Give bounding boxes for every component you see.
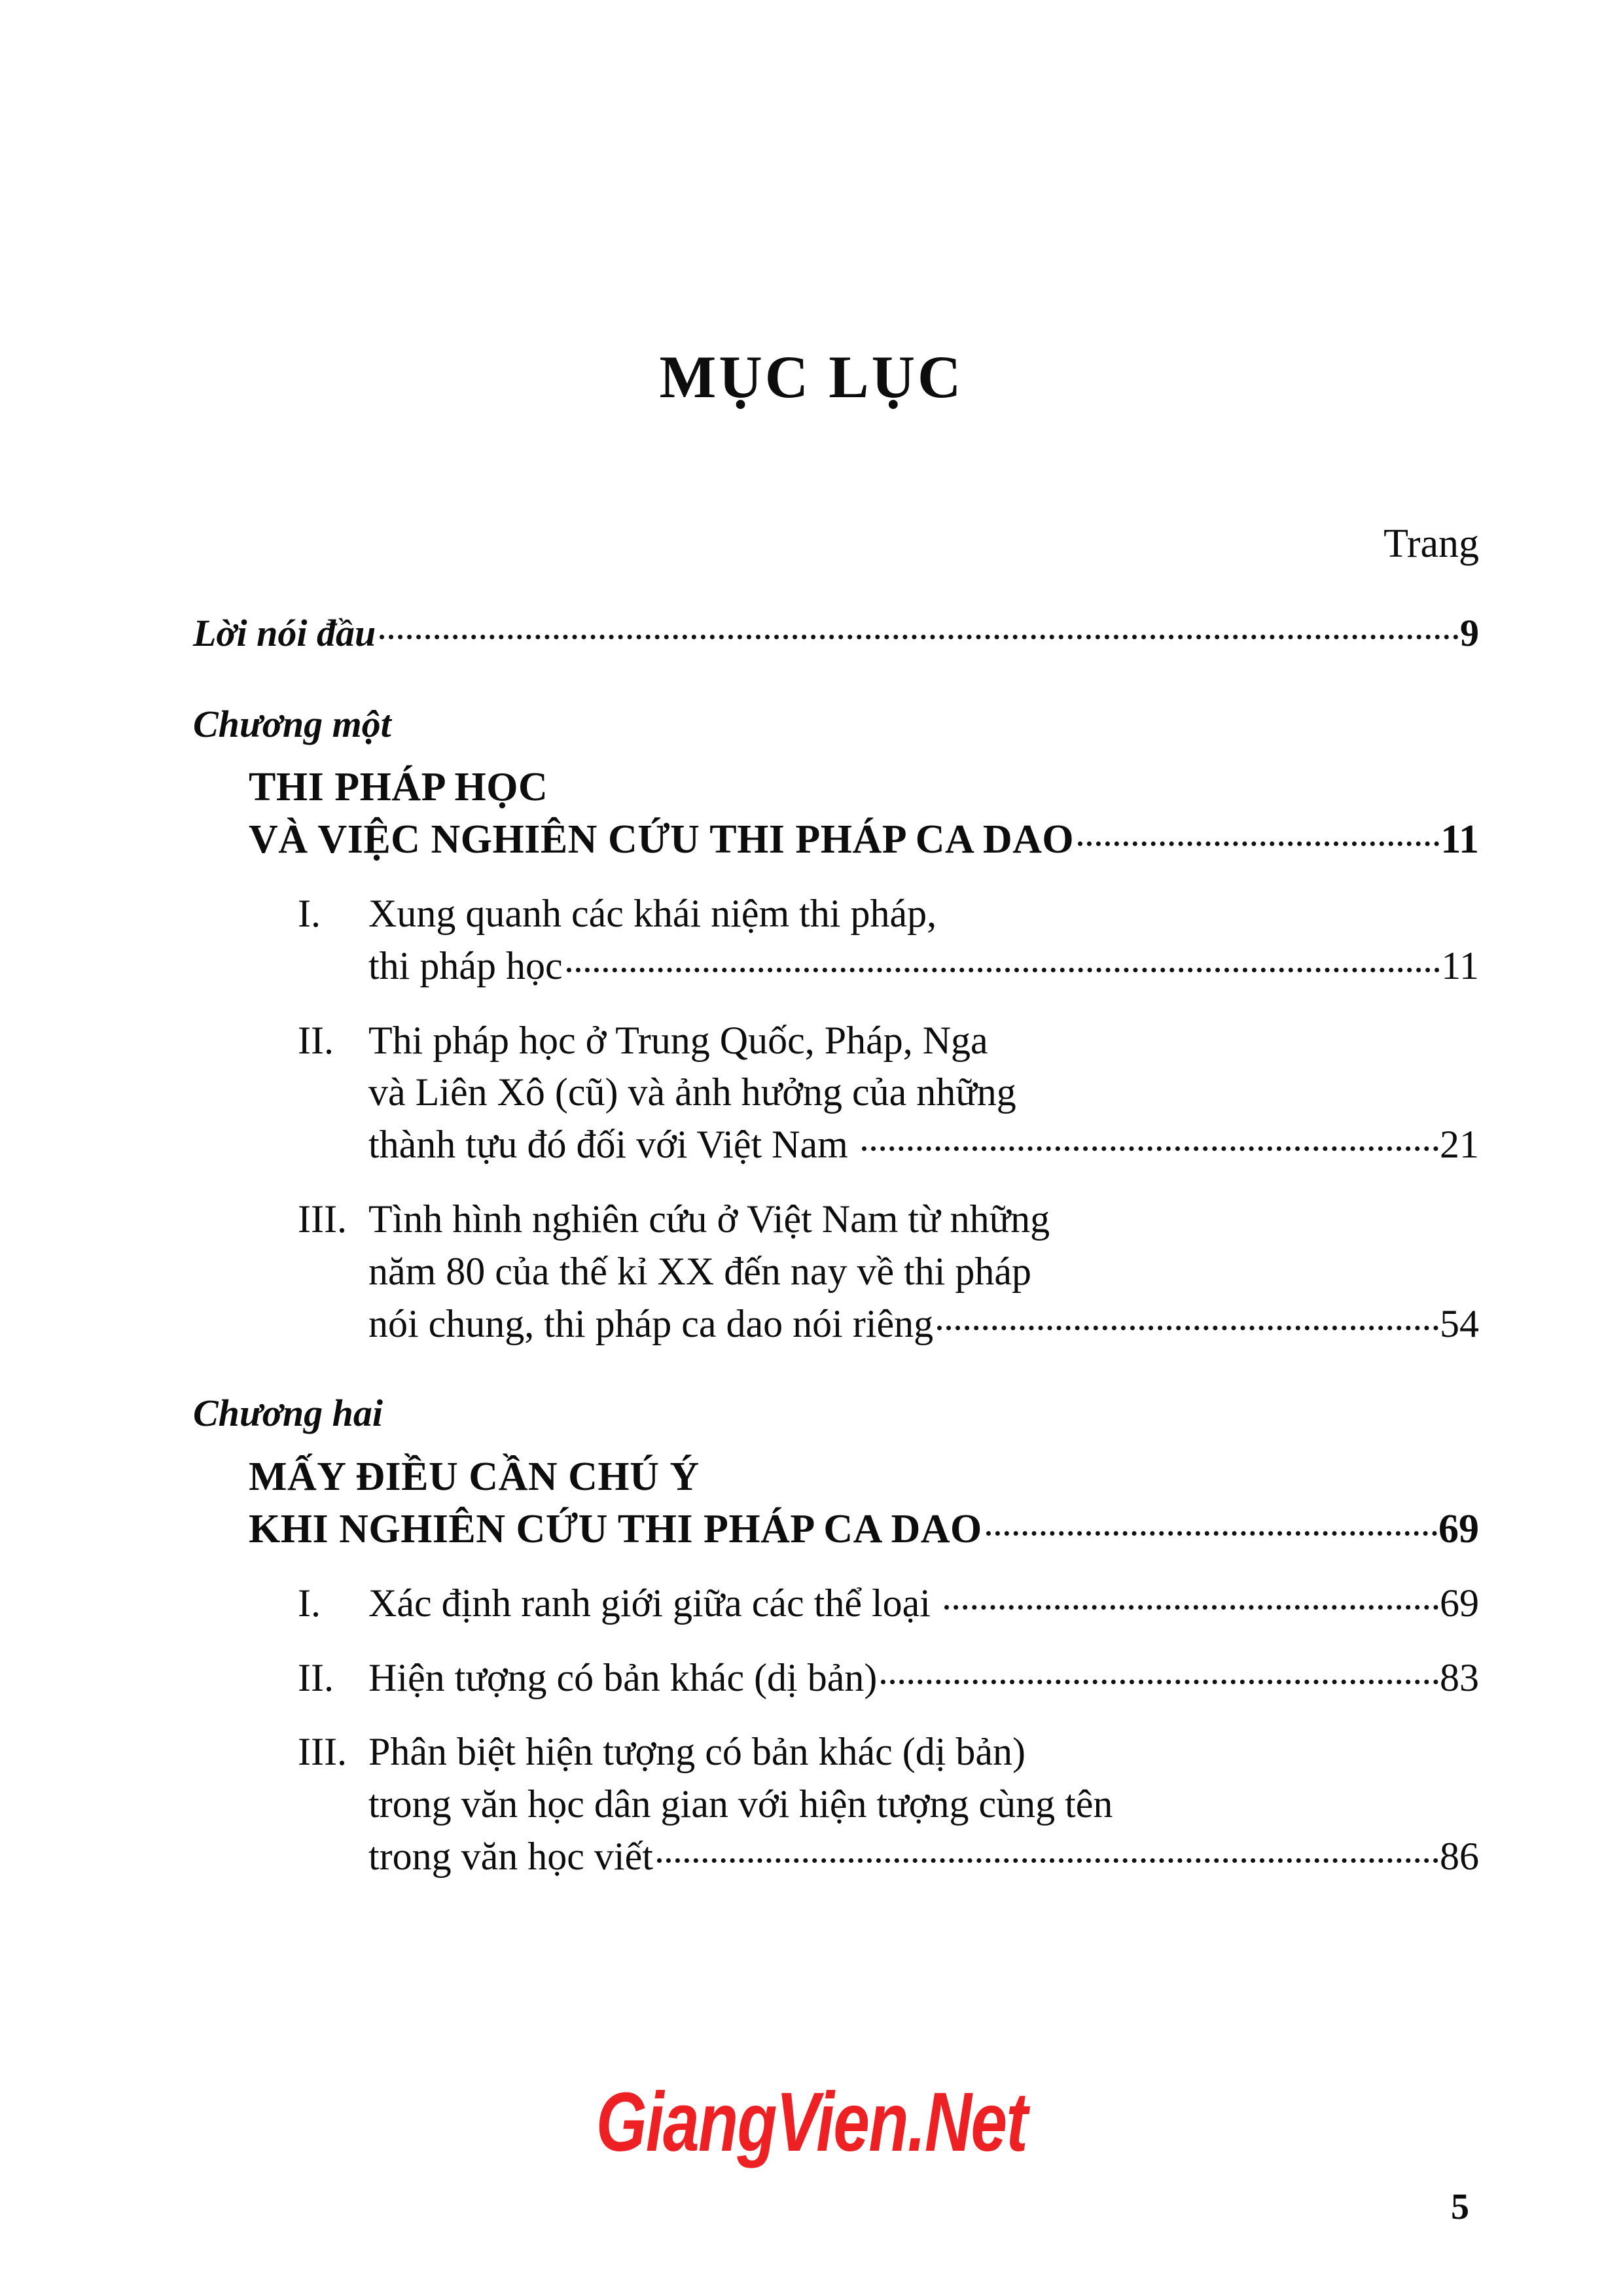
chapter-section-list xyxy=(193,888,1479,1350)
section-text-line: thành tựu đó đối với Việt Nam xyxy=(368,1123,858,1167)
chapter-title[interactable] xyxy=(249,762,1479,866)
section-text-line: Thi pháp học ở Trung Quốc, Pháp, Nga xyxy=(368,1018,988,1062)
toc-chapter-one xyxy=(193,703,1479,1351)
section-text-line: Phân biệt hiện tượng có bản khác (dị bản) xyxy=(368,1730,1026,1774)
toc-row xyxy=(368,1578,1479,1630)
section-roman-numeral: III. xyxy=(298,1730,347,1774)
page-folio-number: 5 xyxy=(1451,2187,1469,2227)
chapter-title-line: VÀ VIỆC NGHIÊN CỨU THI PHÁP CA DAO xyxy=(249,817,1075,862)
section-lines xyxy=(368,1193,1479,1350)
dot-leader xyxy=(881,1680,1438,1684)
section-text-line: và Liên Xô (cũ) và ảnh hưởng của những xyxy=(368,1070,1016,1114)
section-text-line: Xung quanh các khái niệm thi pháp, xyxy=(368,892,937,936)
page-title: MỤC LỤC xyxy=(659,344,964,410)
toc-section-ii[interactable] xyxy=(298,1015,1479,1171)
toc-page-number: 54 xyxy=(1440,1301,1479,1345)
toc-page-number: 9 xyxy=(1460,612,1479,654)
toc-section-iii[interactable] xyxy=(298,1726,1479,1882)
toc-row xyxy=(249,1504,1479,1555)
toc-row xyxy=(368,1831,1479,1883)
dot-leader xyxy=(937,1326,1438,1330)
dot-leader xyxy=(657,1858,1438,1863)
toc-section-iii[interactable] xyxy=(298,1193,1479,1350)
dot-leader xyxy=(380,635,1459,639)
section-roman-numeral: I. xyxy=(298,1581,321,1625)
toc-row xyxy=(368,940,1479,993)
section-lines xyxy=(368,1652,1479,1704)
toc-row xyxy=(368,1652,1479,1704)
toc-page-number: 11 xyxy=(1441,944,1479,987)
toc-section-i[interactable] xyxy=(298,1578,1479,1630)
chapter-label: Chương một xyxy=(193,702,391,745)
section-roman-numeral: II. xyxy=(298,1655,334,1699)
chapter-title-line: KHI NGHIÊN CỨU THI PHÁP CA DAO xyxy=(249,1506,982,1551)
toc-page-number: 83 xyxy=(1440,1655,1479,1699)
section-roman-numeral: III. xyxy=(298,1197,347,1241)
toc-section-ii[interactable] xyxy=(298,1652,1479,1704)
chapter-label: Chương hai xyxy=(193,1392,383,1435)
dot-leader xyxy=(862,1146,1438,1151)
toc-entry-foreword[interactable] xyxy=(193,612,1479,656)
section-lines xyxy=(368,1578,1479,1630)
section-text-line: nói chung, thi pháp ca dao nói riêng xyxy=(368,1301,934,1345)
section-text-line: năm 80 của thế kỉ XX đến nay về thi pháp xyxy=(368,1249,1032,1293)
site-watermark: GiangVien.Net xyxy=(596,2075,1027,2169)
toc-page-number: 69 xyxy=(1440,1581,1479,1625)
section-text-line: Hiện tượng có bản khác (dị bản) xyxy=(368,1655,878,1699)
section-text-line: trong văn học viết xyxy=(368,1835,653,1879)
page-column-header: Trang xyxy=(1383,521,1479,566)
section-text-line: trong văn học dân gian với hiện tượng cùng tên xyxy=(368,1782,1113,1826)
chapter-section-list xyxy=(193,1578,1479,1883)
toc-row xyxy=(368,1298,1479,1351)
chapter-title-line: MẤY ĐIỀU CẦN CHÚ Ý xyxy=(249,1455,700,1500)
toc-page-number: 11 xyxy=(1440,817,1479,862)
toc-page-number: 21 xyxy=(1440,1123,1479,1167)
section-roman-numeral: I. xyxy=(298,892,321,936)
dot-leader xyxy=(944,1605,1438,1610)
toc-entry-list xyxy=(193,612,1479,1925)
chapter-title[interactable] xyxy=(249,1451,1479,1555)
section-lines xyxy=(368,1015,1479,1171)
dot-leader xyxy=(1078,841,1439,846)
toc-chapter-two xyxy=(193,1392,1479,1882)
dot-leader xyxy=(567,968,1440,972)
section-roman-numeral: II. xyxy=(298,1018,334,1062)
section-text-line: thi pháp học xyxy=(368,944,563,987)
dot-leader xyxy=(986,1531,1437,1536)
toc-page-number: 86 xyxy=(1440,1835,1479,1879)
toc-row xyxy=(193,612,1479,656)
chapter-title-line: THI PHÁP HỌC xyxy=(249,765,548,810)
toc-row xyxy=(249,814,1479,866)
toc-row xyxy=(368,1119,1479,1171)
section-text-line: Tình hình nghiên cứu ở Việt Nam từ những xyxy=(368,1197,1050,1241)
toc-section-i[interactable] xyxy=(298,888,1479,993)
section-lines xyxy=(368,888,1479,993)
section-lines xyxy=(368,1726,1479,1882)
toc-entry-label: Lời nói đầu xyxy=(193,612,376,654)
toc-page-number: 69 xyxy=(1438,1506,1479,1551)
section-text-line: Xác định ranh giới giữa các thể loại xyxy=(368,1581,940,1625)
